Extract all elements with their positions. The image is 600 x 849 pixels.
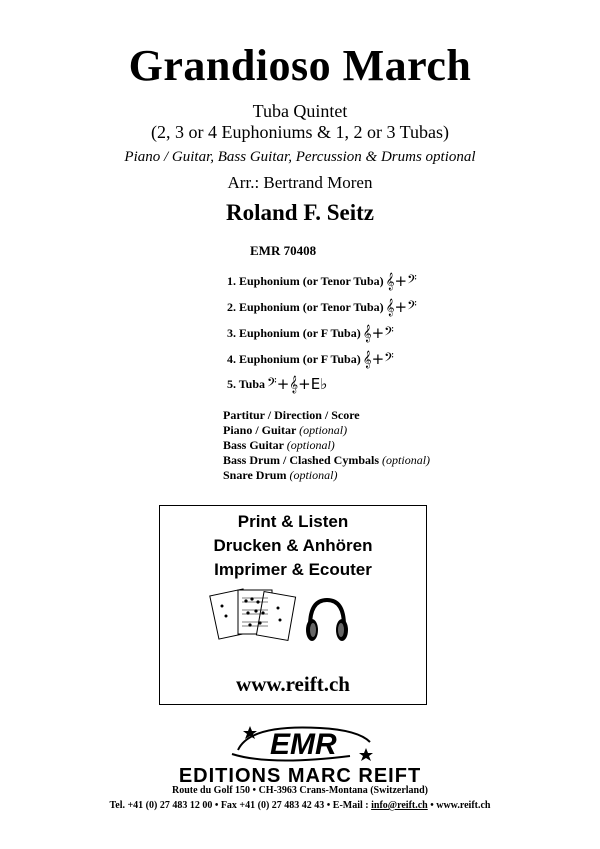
sheet-music-icon bbox=[208, 586, 298, 646]
part-item bbox=[227, 375, 327, 393]
headphones-icon bbox=[302, 594, 352, 646]
extra-label: Bass Guitar bbox=[223, 438, 284, 452]
website-link[interactable]: www.reift.ch bbox=[236, 672, 350, 696]
clef-icon: 𝄞+𝄢 bbox=[362, 324, 394, 342]
promo-line: Imprimer & Ecouter bbox=[214, 560, 372, 579]
part-item bbox=[227, 350, 394, 368]
catalog-number: EMR 70408 bbox=[250, 243, 317, 258]
extra-label: Snare Drum bbox=[223, 468, 287, 482]
extra-label: Piano / Guitar bbox=[223, 423, 297, 437]
extra-part bbox=[223, 453, 430, 468]
extra-note: (optional) bbox=[289, 468, 338, 482]
part-label: 5. Tuba bbox=[227, 376, 266, 391]
clef-icon: 𝄢+𝄞+E♭ bbox=[267, 375, 328, 393]
extra-note: (optional) bbox=[299, 423, 348, 437]
part-label: 4. Euphonium (or F Tuba) bbox=[227, 351, 361, 366]
publisher-name: EDITIONS MARC REIFT bbox=[178, 765, 422, 787]
promo-line: Print & Listen bbox=[237, 512, 349, 531]
instrumentation: (2, 3 or 4 Euphoniums & 1, 2 or 3 Tubas) bbox=[150, 122, 449, 142]
clef-icon: 𝄞+𝄢 bbox=[385, 298, 417, 316]
subtitle: Tuba Quintet bbox=[252, 101, 348, 121]
part-label: 3. Euphonium (or F Tuba) bbox=[227, 325, 361, 340]
page-title: Grandioso March bbox=[128, 41, 472, 90]
extra-note: (optional) bbox=[286, 438, 335, 452]
extra-part bbox=[223, 438, 335, 453]
publisher-contact bbox=[0, 800, 600, 811]
extra-part bbox=[223, 408, 360, 423]
extra-label: Bass Drum / Clashed Cymbals bbox=[223, 453, 380, 467]
optional-instruments: Piano / Guitar, Bass Guitar, Percussion & Drums optional bbox=[124, 149, 476, 165]
contact-prefix: Tel. +41 (0) 27 483 12 00 • Fax +41 (0) 27 483 42 43 • E-Mail : bbox=[109, 800, 372, 811]
part-item bbox=[227, 298, 417, 316]
extra-part bbox=[223, 423, 347, 438]
promo-line: Drucken & Anhören bbox=[213, 536, 373, 555]
contact-suffix: • www.reift.ch bbox=[427, 800, 491, 811]
composer: Roland F. Seitz bbox=[225, 200, 375, 225]
part-label: 2. Euphonium (or Tenor Tuba) bbox=[227, 299, 384, 314]
part-label: 1. Euphonium (or Tenor Tuba) bbox=[227, 273, 384, 288]
logo-text: EMR bbox=[270, 728, 337, 761]
part-item bbox=[227, 324, 394, 342]
emr-logo bbox=[230, 720, 380, 768]
print-listen-box bbox=[159, 505, 427, 705]
publisher-address: Route du Golf 150 • CH-3963 Crans-Montana (Switzerland) bbox=[172, 785, 428, 796]
extra-note: (optional) bbox=[382, 453, 431, 467]
clef-icon: 𝄞+𝄢 bbox=[362, 350, 394, 368]
extra-label: Partitur / Direction / Score bbox=[223, 408, 360, 422]
arranger: Arr.: Bertrand Moren bbox=[227, 173, 373, 192]
extra-part bbox=[223, 468, 337, 483]
email-link[interactable]: info@reift.ch bbox=[371, 800, 428, 811]
part-item bbox=[227, 272, 417, 290]
clef-icon: 𝄞+𝄢 bbox=[385, 272, 417, 290]
